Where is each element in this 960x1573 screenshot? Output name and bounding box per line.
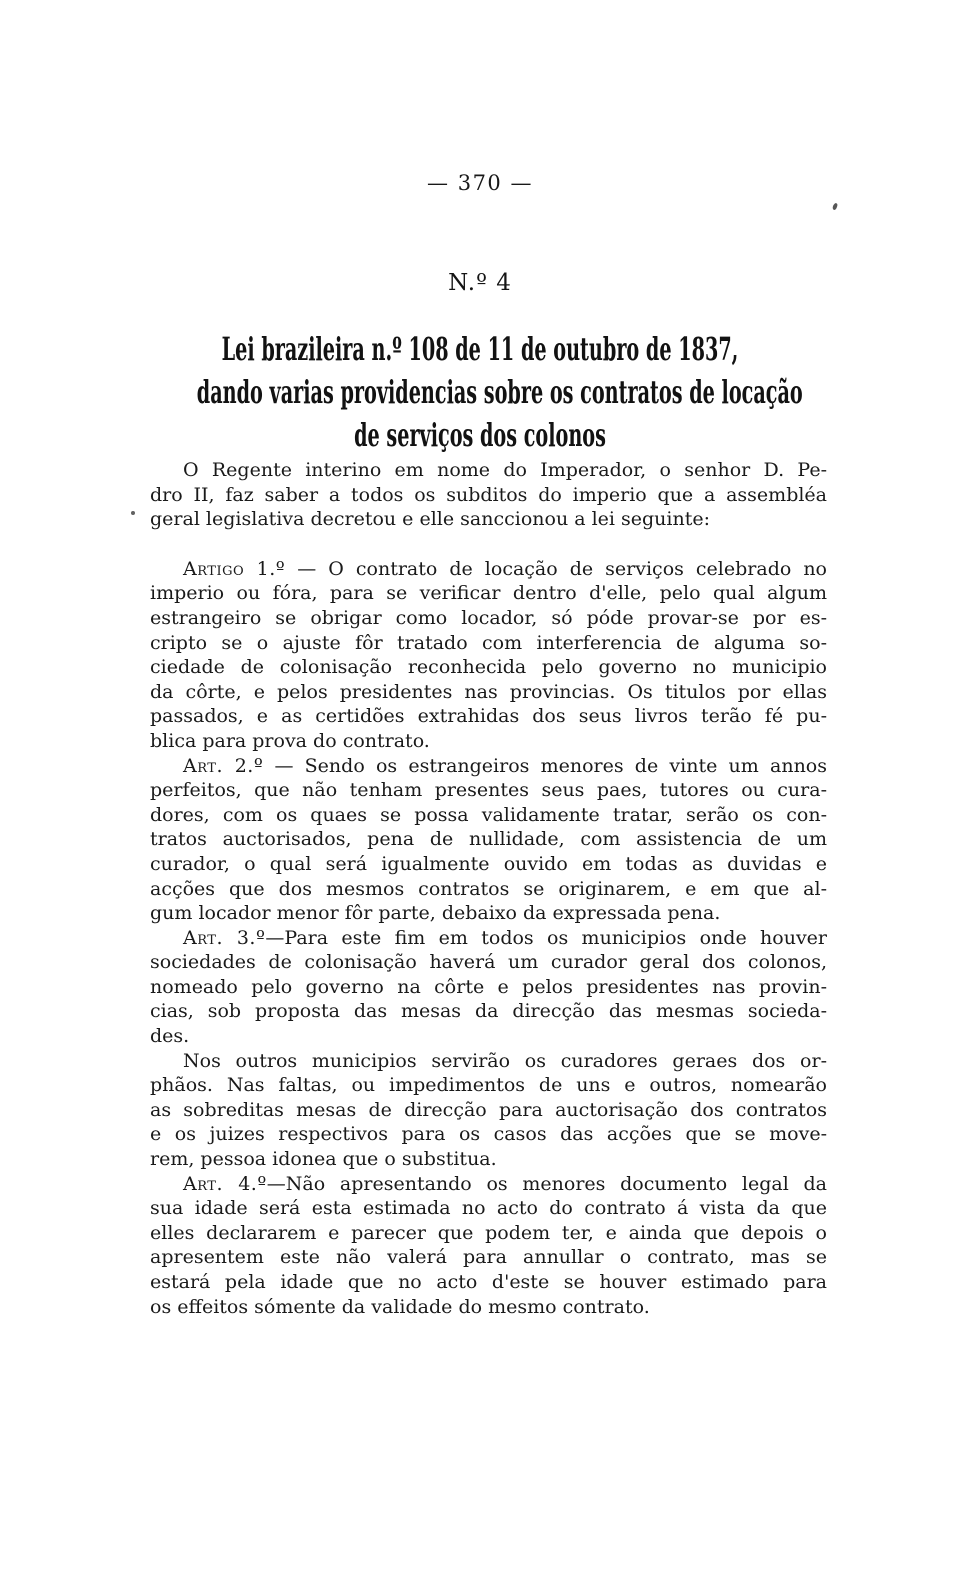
paragraph-artigo-4 xyxy=(150,1172,827,1320)
paragraph-artigo-1 xyxy=(150,557,827,754)
text-line: gum locador menor fôr parte, debaixo da expressada pena. xyxy=(150,902,721,925)
text-line: geral legislativa decretou e elle sanccionou a lei seguinte: xyxy=(150,508,711,531)
law-title-line-1: Lei brazileira n.º 108 de 11 de outubro de 1837, xyxy=(221,330,739,368)
paragraph-artigo-3 xyxy=(150,926,827,1049)
text-line: ciedade de colonisação reconhecida pelo governo no municipio xyxy=(150,656,827,679)
text-line: e os juizes respectivos para os casos das acções que se move- xyxy=(150,1123,827,1146)
text-line: elles declararem e parecer que podem ter, e ainda que depois o xyxy=(150,1221,827,1244)
text-line: cripto se o ajuste fôr tratado com interferencia de alguma so- xyxy=(150,631,827,654)
text-line: apresentem este não valerá para annullar o contrato, mas se xyxy=(150,1246,827,1269)
text-line: Nos outros municipios servirão os curadores geraes dos or- xyxy=(183,1049,827,1072)
text-line: Art. 3.º—Para este fim em todos os municipios onde houver xyxy=(183,926,828,949)
text-line: O Regente interino em nome do Imperador, o senhor D. Pe- xyxy=(183,459,827,481)
text-line: curador, o qual será igualmente ouvido em todas as duvidas e xyxy=(150,852,827,875)
text-line: sociedades de colonisação haverá um curador geral dos colonos, xyxy=(150,951,827,974)
text-line: acções que dos mesmos contratos se originarem, e em que al- xyxy=(150,877,827,900)
text-line: estrangeiro se obrigar como locador, só póde provar-se por es- xyxy=(150,606,827,629)
law-title-line-3: de serviços dos colonos xyxy=(354,416,606,454)
paragraph-artigo-3-continuation xyxy=(150,1049,827,1172)
text-line: blica para prova do contrato. xyxy=(150,729,430,752)
text-line: estará pela idade que no acto d'este se houver estimado para xyxy=(150,1271,827,1293)
text-line: os effeitos sómente da validade do mesmo contrato. xyxy=(150,1295,650,1318)
text-line: passados, e as certidões extrahidas dos seus livros terão fé pu- xyxy=(150,705,827,728)
text-line: as sobreditas mesas de direcção para auctorisação dos contratos xyxy=(150,1098,827,1121)
text-line: Art. 4.º—Não apresentando os menores documento legal da xyxy=(183,1172,827,1195)
ink-speck xyxy=(131,511,135,515)
section-number: N.º 4 xyxy=(448,270,512,296)
text-line: perfeitos, que não tenham presentes seus paes, tutores ou cura- xyxy=(150,779,827,802)
article-number-lead: Art. 2.º xyxy=(183,754,264,777)
text-line: rem, pessoa idonea que o substitua. xyxy=(150,1148,497,1171)
paragraph-preamble xyxy=(150,458,827,532)
text-line: imperio ou fóra, para se verificar dentro d'elle, pelo qual algum xyxy=(150,582,827,605)
text-line: Artigo 1.º — O contrato de locação de serviços celebrado no xyxy=(183,557,827,580)
article-number-lead: Art. 4.º xyxy=(183,1172,267,1195)
page-number: — 370 — xyxy=(427,171,533,195)
text-line: des. xyxy=(150,1025,190,1048)
article-number-lead: Art. 3.º xyxy=(183,926,266,949)
text-line: phãos. Nas faltas, ou impedimentos de uns e outros, nomearão xyxy=(150,1074,827,1097)
law-body-text xyxy=(150,458,827,1319)
text-line: cias, sob proposta das mesas da direcção das mesmas socieda- xyxy=(150,1000,827,1023)
text-line: tratos auctorisados, pena de nullidade, com assistencia de um xyxy=(150,828,827,851)
text-line: dores, com os quaes se possa validamente tratar, serão os con- xyxy=(150,803,827,826)
article-number-lead: Artigo 1.º xyxy=(183,557,286,580)
text-line: dro II, faz saber a todos os subditos do imperio que a assembléa xyxy=(150,483,827,506)
text-line: sua idade será esta estimada no acto do contrato á vista da que xyxy=(150,1197,827,1220)
law-title-line-2: dando varias providencias sobre os contratos de locação xyxy=(196,373,803,411)
text-line: da côrte, e pelos presidentes nas provincias. Os titulos por ellas xyxy=(150,680,827,703)
ink-speck xyxy=(832,203,838,211)
paragraph-artigo-2 xyxy=(150,754,827,926)
law-title xyxy=(8,328,952,457)
text-line: nomeado pelo governo na côrte e pelos presidentes nas provin- xyxy=(150,975,827,998)
text-line: Art. 2.º — Sendo os estrangeiros menores de vinte um annos xyxy=(183,754,827,777)
